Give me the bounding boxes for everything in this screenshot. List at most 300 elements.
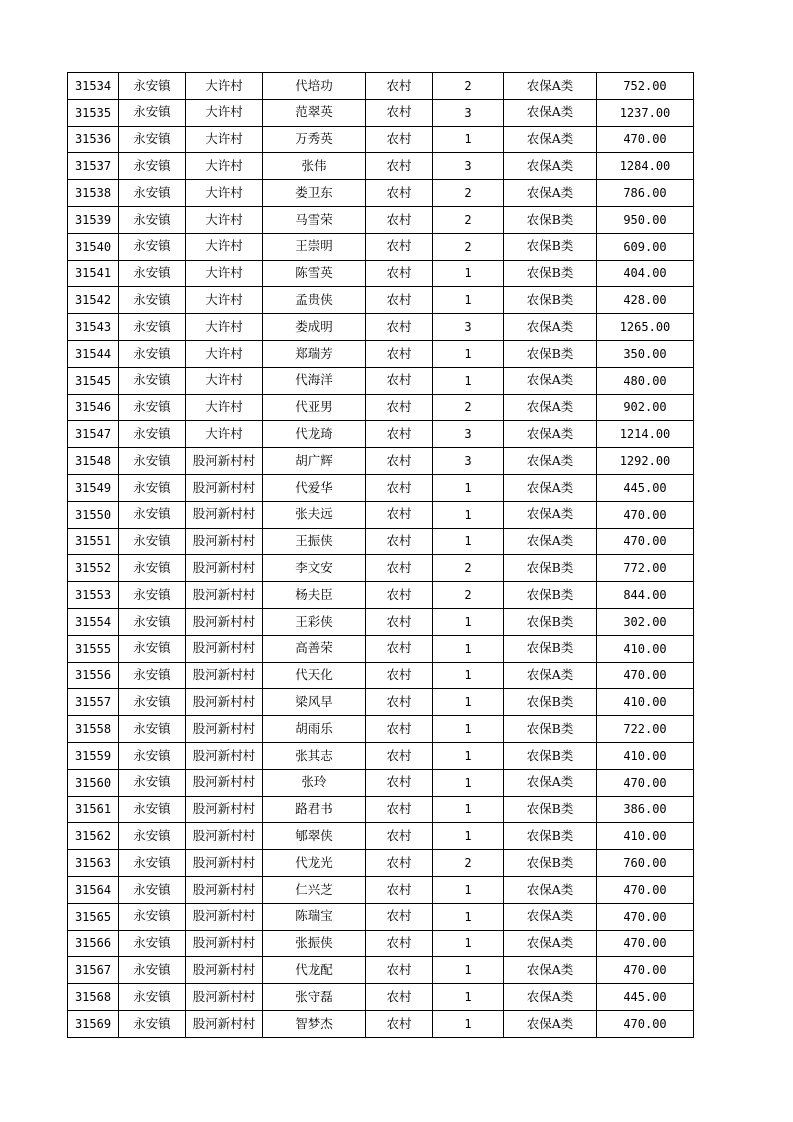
record-id-cell: 31558: [68, 716, 119, 743]
household-size-cell: 3: [433, 314, 504, 341]
town-cell: 永安镇: [119, 823, 186, 850]
town-cell: 永安镇: [119, 180, 186, 207]
household-size-cell: 1: [433, 662, 504, 689]
amount-cell: 950.00: [597, 206, 694, 233]
person-name-cell: 王彩侠: [263, 608, 366, 635]
area-type-cell: 农村: [366, 206, 433, 233]
area-type-cell: 农村: [366, 233, 433, 260]
record-id-cell: 31551: [68, 528, 119, 555]
insurance-category-cell: 农保A类: [504, 662, 597, 689]
area-type-cell: 农村: [366, 850, 433, 877]
person-name-cell: 王崇明: [263, 233, 366, 260]
town-cell: 永安镇: [119, 367, 186, 394]
village-cell: 股河新村村: [186, 474, 263, 501]
village-cell: 股河新村村: [186, 716, 263, 743]
insurance-category-cell: 农保B类: [504, 716, 597, 743]
household-size-cell: 2: [433, 73, 504, 100]
household-size-cell: 2: [433, 394, 504, 421]
area-type-cell: 农村: [366, 126, 433, 153]
area-type-cell: 农村: [366, 153, 433, 180]
table-row: [68, 153, 694, 180]
amount-cell: 410.00: [597, 823, 694, 850]
village-cell: 股河新村村: [186, 528, 263, 555]
record-id-cell: 31563: [68, 850, 119, 877]
record-id-cell: 31543: [68, 314, 119, 341]
town-cell: 永安镇: [119, 153, 186, 180]
person-name-cell: 王振侠: [263, 528, 366, 555]
table-row: [68, 126, 694, 153]
village-cell: 股河新村村: [186, 608, 263, 635]
insurance-category-cell: 农保B类: [504, 233, 597, 260]
record-id-cell: 31552: [68, 555, 119, 582]
village-cell: 股河新村村: [186, 501, 263, 528]
record-id-cell: 31554: [68, 608, 119, 635]
amount-cell: 470.00: [597, 1010, 694, 1037]
insurance-category-cell: 农保B类: [504, 608, 597, 635]
record-id-cell: 31568: [68, 984, 119, 1011]
insurance-category-cell: 农保A类: [504, 876, 597, 903]
insurance-category-cell: 农保A类: [504, 367, 597, 394]
village-cell: 大许村: [186, 287, 263, 314]
village-cell: 大许村: [186, 340, 263, 367]
table-row: [68, 314, 694, 341]
household-size-cell: 3: [433, 421, 504, 448]
household-size-cell: 1: [433, 930, 504, 957]
village-cell: 股河新村村: [186, 1010, 263, 1037]
table-row: [68, 287, 694, 314]
person-name-cell: 智梦杰: [263, 1010, 366, 1037]
village-cell: 大许村: [186, 206, 263, 233]
table-row: [68, 582, 694, 609]
village-cell: 股河新村村: [186, 930, 263, 957]
table-row: [68, 850, 694, 877]
insurance-category-cell: 农保A类: [504, 153, 597, 180]
table-row: [68, 99, 694, 126]
insurance-category-cell: 农保B类: [504, 742, 597, 769]
village-cell: 股河新村村: [186, 957, 263, 984]
village-cell: 大许村: [186, 180, 263, 207]
table-row: [68, 233, 694, 260]
village-cell: 股河新村村: [186, 850, 263, 877]
household-size-cell: 2: [433, 233, 504, 260]
household-size-cell: 3: [433, 99, 504, 126]
table-row: [68, 180, 694, 207]
table-row: [68, 903, 694, 930]
table-row: [68, 555, 694, 582]
record-id-cell: 31548: [68, 448, 119, 475]
village-cell: 股河新村村: [186, 662, 263, 689]
town-cell: 永安镇: [119, 528, 186, 555]
table-row: [68, 340, 694, 367]
table-row: [68, 957, 694, 984]
village-cell: 大许村: [186, 421, 263, 448]
amount-cell: 470.00: [597, 769, 694, 796]
town-cell: 永安镇: [119, 287, 186, 314]
person-name-cell: 张守磊: [263, 984, 366, 1011]
record-id-cell: 31540: [68, 233, 119, 260]
record-id-cell: 31545: [68, 367, 119, 394]
village-cell: 大许村: [186, 153, 263, 180]
household-size-cell: 1: [433, 984, 504, 1011]
area-type-cell: 农村: [366, 769, 433, 796]
town-cell: 永安镇: [119, 769, 186, 796]
village-cell: 股河新村村: [186, 742, 263, 769]
amount-cell: 470.00: [597, 528, 694, 555]
area-type-cell: 农村: [366, 608, 433, 635]
table-row: [68, 73, 694, 100]
record-id-cell: 31537: [68, 153, 119, 180]
person-name-cell: 梁风早: [263, 689, 366, 716]
town-cell: 永安镇: [119, 930, 186, 957]
amount-cell: 410.00: [597, 635, 694, 662]
record-id-cell: 31567: [68, 957, 119, 984]
table-row: [68, 876, 694, 903]
insurance-category-cell: 农保B类: [504, 555, 597, 582]
amount-cell: 1292.00: [597, 448, 694, 475]
area-type-cell: 农村: [366, 528, 433, 555]
amount-cell: 470.00: [597, 876, 694, 903]
village-cell: 大许村: [186, 314, 263, 341]
table-row: [68, 716, 694, 743]
records-body: [68, 73, 694, 1038]
amount-cell: 1214.00: [597, 421, 694, 448]
household-size-cell: 1: [433, 340, 504, 367]
record-id-cell: 31549: [68, 474, 119, 501]
town-cell: 永安镇: [119, 99, 186, 126]
table-row: [68, 448, 694, 475]
village-cell: 股河新村村: [186, 448, 263, 475]
town-cell: 永安镇: [119, 689, 186, 716]
insurance-category-cell: 农保A类: [504, 394, 597, 421]
record-id-cell: 31566: [68, 930, 119, 957]
household-size-cell: 1: [433, 260, 504, 287]
table-row: [68, 796, 694, 823]
household-size-cell: 1: [433, 126, 504, 153]
village-cell: 大许村: [186, 73, 263, 100]
household-size-cell: 1: [433, 608, 504, 635]
town-cell: 永安镇: [119, 876, 186, 903]
person-name-cell: 代龙光: [263, 850, 366, 877]
record-id-cell: 31538: [68, 180, 119, 207]
insurance-category-cell: 农保A类: [504, 314, 597, 341]
area-type-cell: 农村: [366, 287, 433, 314]
town-cell: 永安镇: [119, 233, 186, 260]
village-cell: 股河新村村: [186, 984, 263, 1011]
household-size-cell: 1: [433, 957, 504, 984]
area-type-cell: 农村: [366, 742, 433, 769]
area-type-cell: 农村: [366, 876, 433, 903]
household-size-cell: 1: [433, 474, 504, 501]
village-cell: 股河新村村: [186, 689, 263, 716]
village-cell: 股河新村村: [186, 582, 263, 609]
area-type-cell: 农村: [366, 99, 433, 126]
insurance-category-cell: 农保A类: [504, 930, 597, 957]
amount-cell: 470.00: [597, 662, 694, 689]
person-name-cell: 路君书: [263, 796, 366, 823]
village-cell: 大许村: [186, 394, 263, 421]
person-name-cell: 代培功: [263, 73, 366, 100]
insurance-category-cell: 农保A类: [504, 528, 597, 555]
insurance-category-cell: 农保A类: [504, 73, 597, 100]
amount-cell: 428.00: [597, 287, 694, 314]
record-id-cell: 31547: [68, 421, 119, 448]
table-row: [68, 474, 694, 501]
town-cell: 永安镇: [119, 608, 186, 635]
record-id-cell: 31541: [68, 260, 119, 287]
area-type-cell: 农村: [366, 474, 433, 501]
amount-cell: 350.00: [597, 340, 694, 367]
town-cell: 永安镇: [119, 448, 186, 475]
area-type-cell: 农村: [366, 260, 433, 287]
area-type-cell: 农村: [366, 716, 433, 743]
amount-cell: 1284.00: [597, 153, 694, 180]
town-cell: 永安镇: [119, 501, 186, 528]
village-cell: 股河新村村: [186, 635, 263, 662]
record-id-cell: 31555: [68, 635, 119, 662]
area-type-cell: 农村: [366, 421, 433, 448]
record-id-cell: 31546: [68, 394, 119, 421]
amount-cell: 302.00: [597, 608, 694, 635]
town-cell: 永安镇: [119, 850, 186, 877]
person-name-cell: 张其志: [263, 742, 366, 769]
town-cell: 永安镇: [119, 984, 186, 1011]
person-name-cell: 代天化: [263, 662, 366, 689]
insurance-category-cell: 农保A类: [504, 501, 597, 528]
table-row: [68, 206, 694, 233]
insurance-category-cell: 农保A类: [504, 180, 597, 207]
town-cell: 永安镇: [119, 1010, 186, 1037]
person-name-cell: 张振侠: [263, 930, 366, 957]
amount-cell: 470.00: [597, 930, 694, 957]
record-id-cell: 31539: [68, 206, 119, 233]
person-name-cell: 代爱华: [263, 474, 366, 501]
household-size-cell: 1: [433, 823, 504, 850]
town-cell: 永安镇: [119, 555, 186, 582]
area-type-cell: 农村: [366, 582, 433, 609]
table-row: [68, 930, 694, 957]
village-cell: 股河新村村: [186, 876, 263, 903]
amount-cell: 470.00: [597, 903, 694, 930]
area-type-cell: 农村: [366, 73, 433, 100]
record-id-cell: 31565: [68, 903, 119, 930]
insurance-category-cell: 农保A类: [504, 99, 597, 126]
insurance-category-cell: 农保A类: [504, 126, 597, 153]
table-row: [68, 742, 694, 769]
table-row: [68, 823, 694, 850]
person-name-cell: 代亚男: [263, 394, 366, 421]
area-type-cell: 农村: [366, 984, 433, 1011]
amount-cell: 1237.00: [597, 99, 694, 126]
person-name-cell: 陈瑞宝: [263, 903, 366, 930]
record-id-cell: 31550: [68, 501, 119, 528]
amount-cell: 445.00: [597, 474, 694, 501]
table-row: [68, 501, 694, 528]
household-size-cell: 1: [433, 876, 504, 903]
village-cell: 股河新村村: [186, 769, 263, 796]
insurance-category-cell: 农保A类: [504, 957, 597, 984]
town-cell: 永安镇: [119, 73, 186, 100]
table-row: [68, 528, 694, 555]
village-cell: 大许村: [186, 99, 263, 126]
town-cell: 永安镇: [119, 582, 186, 609]
person-name-cell: 孟贵侠: [263, 287, 366, 314]
village-cell: 股河新村村: [186, 555, 263, 582]
amount-cell: 902.00: [597, 394, 694, 421]
area-type-cell: 农村: [366, 662, 433, 689]
insurance-category-cell: 农保B类: [504, 582, 597, 609]
record-id-cell: 31536: [68, 126, 119, 153]
amount-cell: 470.00: [597, 501, 694, 528]
record-id-cell: 31535: [68, 99, 119, 126]
amount-cell: 445.00: [597, 984, 694, 1011]
area-type-cell: 农村: [366, 635, 433, 662]
record-id-cell: 31534: [68, 73, 119, 100]
table-row: [68, 608, 694, 635]
area-type-cell: 农村: [366, 340, 433, 367]
person-name-cell: 马雪荣: [263, 206, 366, 233]
household-size-cell: 2: [433, 206, 504, 233]
person-name-cell: 郑瑞芳: [263, 340, 366, 367]
town-cell: 永安镇: [119, 260, 186, 287]
household-size-cell: 2: [433, 555, 504, 582]
amount-cell: 410.00: [597, 689, 694, 716]
record-id-cell: 31544: [68, 340, 119, 367]
insurance-category-cell: 农保B类: [504, 823, 597, 850]
household-size-cell: 1: [433, 367, 504, 394]
town-cell: 永安镇: [119, 742, 186, 769]
amount-cell: 844.00: [597, 582, 694, 609]
amount-cell: 760.00: [597, 850, 694, 877]
person-name-cell: 代龙琦: [263, 421, 366, 448]
amount-cell: 1265.00: [597, 314, 694, 341]
household-size-cell: 2: [433, 850, 504, 877]
household-size-cell: 1: [433, 796, 504, 823]
amount-cell: 722.00: [597, 716, 694, 743]
household-size-cell: 3: [433, 448, 504, 475]
amount-cell: 410.00: [597, 742, 694, 769]
amount-cell: 470.00: [597, 126, 694, 153]
village-cell: 大许村: [186, 260, 263, 287]
table-row: [68, 1010, 694, 1037]
area-type-cell: 农村: [366, 1010, 433, 1037]
person-name-cell: 张伟: [263, 153, 366, 180]
table-row: [68, 367, 694, 394]
household-size-cell: 1: [433, 635, 504, 662]
town-cell: 永安镇: [119, 314, 186, 341]
record-id-cell: 31553: [68, 582, 119, 609]
record-id-cell: 31557: [68, 689, 119, 716]
household-size-cell: 1: [433, 501, 504, 528]
household-size-cell: 3: [433, 153, 504, 180]
insurance-category-cell: 农保A类: [504, 984, 597, 1011]
person-name-cell: 胡广辉: [263, 448, 366, 475]
record-id-cell: 31561: [68, 796, 119, 823]
table-row: [68, 662, 694, 689]
amount-cell: 786.00: [597, 180, 694, 207]
amount-cell: 752.00: [597, 73, 694, 100]
insurance-category-cell: 农保B类: [504, 287, 597, 314]
person-name-cell: 仁兴芝: [263, 876, 366, 903]
insurance-category-cell: 农保A类: [504, 903, 597, 930]
insurance-category-cell: 农保B类: [504, 635, 597, 662]
town-cell: 永安镇: [119, 340, 186, 367]
insurance-category-cell: 农保B类: [504, 689, 597, 716]
area-type-cell: 农村: [366, 180, 433, 207]
table-row: [68, 394, 694, 421]
person-name-cell: 杨夫臣: [263, 582, 366, 609]
town-cell: 永安镇: [119, 796, 186, 823]
record-id-cell: 31569: [68, 1010, 119, 1037]
town-cell: 永安镇: [119, 903, 186, 930]
person-name-cell: 张夫远: [263, 501, 366, 528]
amount-cell: 470.00: [597, 957, 694, 984]
record-id-cell: 31564: [68, 876, 119, 903]
insurance-category-cell: 农保A类: [504, 448, 597, 475]
village-cell: 大许村: [186, 126, 263, 153]
insurance-category-cell: 农保B类: [504, 796, 597, 823]
household-size-cell: 1: [433, 903, 504, 930]
household-size-cell: 1: [433, 528, 504, 555]
amount-cell: 480.00: [597, 367, 694, 394]
town-cell: 永安镇: [119, 957, 186, 984]
area-type-cell: 农村: [366, 903, 433, 930]
amount-cell: 772.00: [597, 555, 694, 582]
insurance-category-cell: 农保B类: [504, 340, 597, 367]
household-size-cell: 1: [433, 287, 504, 314]
table-row: [68, 689, 694, 716]
insurance-category-cell: 农保A类: [504, 474, 597, 501]
area-type-cell: 农村: [366, 930, 433, 957]
insurance-category-cell: 农保A类: [504, 421, 597, 448]
person-name-cell: 代龙配: [263, 957, 366, 984]
village-cell: 股河新村村: [186, 823, 263, 850]
table-row: [68, 421, 694, 448]
table-row: [68, 635, 694, 662]
area-type-cell: 农村: [366, 555, 433, 582]
area-type-cell: 农村: [366, 689, 433, 716]
village-cell: 股河新村村: [186, 903, 263, 930]
person-name-cell: 陈雪英: [263, 260, 366, 287]
area-type-cell: 农村: [366, 367, 433, 394]
person-name-cell: 娄卫东: [263, 180, 366, 207]
household-size-cell: 1: [433, 1010, 504, 1037]
village-cell: 股河新村村: [186, 796, 263, 823]
amount-cell: 609.00: [597, 233, 694, 260]
household-size-cell: 1: [433, 742, 504, 769]
area-type-cell: 农村: [366, 314, 433, 341]
household-size-cell: 2: [433, 582, 504, 609]
record-id-cell: 31560: [68, 769, 119, 796]
person-name-cell: 万秀英: [263, 126, 366, 153]
town-cell: 永安镇: [119, 474, 186, 501]
town-cell: 永安镇: [119, 662, 186, 689]
household-size-cell: 1: [433, 769, 504, 796]
town-cell: 永安镇: [119, 394, 186, 421]
area-type-cell: 农村: [366, 394, 433, 421]
person-name-cell: 娄成明: [263, 314, 366, 341]
household-size-cell: 1: [433, 689, 504, 716]
person-name-cell: 张玲: [263, 769, 366, 796]
town-cell: 永安镇: [119, 206, 186, 233]
person-name-cell: 郇翠侠: [263, 823, 366, 850]
person-name-cell: 高善荣: [263, 635, 366, 662]
area-type-cell: 农村: [366, 823, 433, 850]
record-id-cell: 31559: [68, 742, 119, 769]
village-cell: 大许村: [186, 233, 263, 260]
household-size-cell: 2: [433, 180, 504, 207]
insurance-category-cell: 农保B类: [504, 206, 597, 233]
record-id-cell: 31556: [68, 662, 119, 689]
